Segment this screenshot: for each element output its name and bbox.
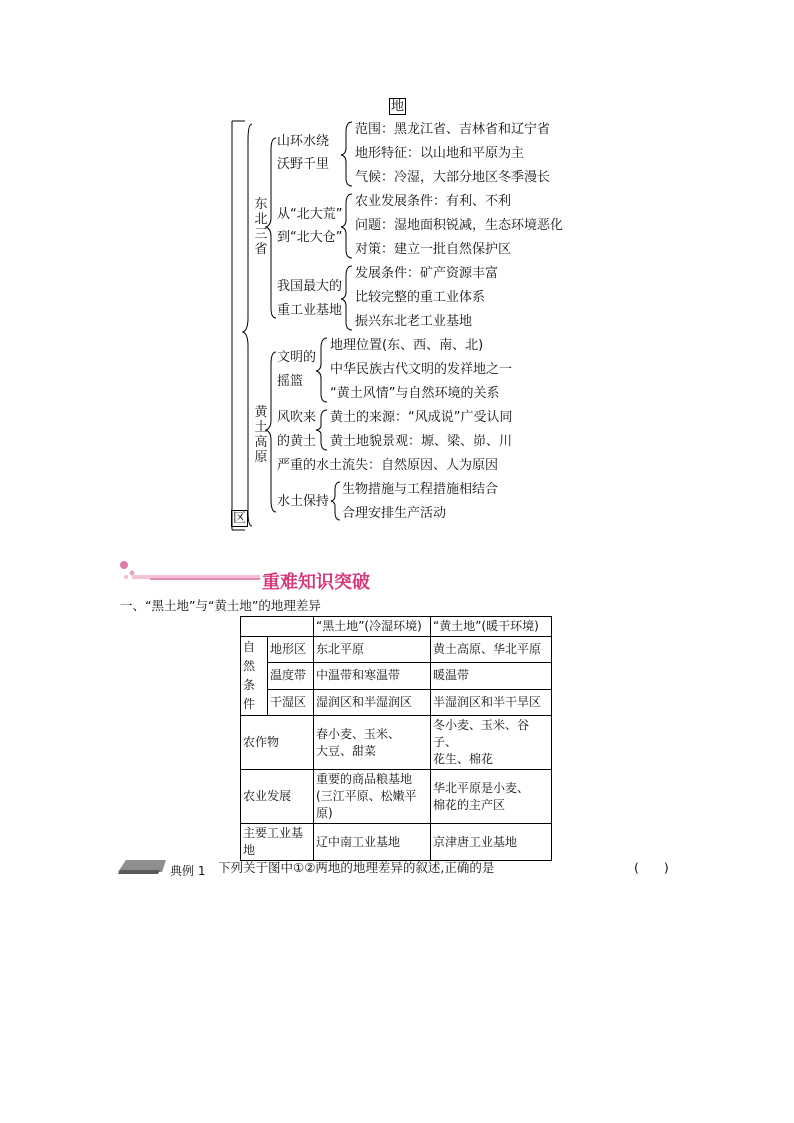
- cell-line: 冬小麦、玉米、谷子、: [433, 718, 530, 749]
- top-char-box: 地: [391, 99, 405, 114]
- cell-line: 主要工业基: [243, 826, 304, 840]
- natural-conditions-label: 自然条件: [241, 637, 268, 716]
- example-text: 下列关于图中①②两地的地理差异的叙述,正确的是: [218, 860, 495, 875]
- cell-line: 棉花的主产区: [433, 797, 506, 812]
- table-cell: [314, 770, 431, 824]
- shuitu-item: 严重的水土流失：自然原因、人为原因: [277, 458, 499, 473]
- zhonggongye-label-1: 我国最大的: [277, 279, 343, 294]
- baochi-label: 水土保持: [277, 494, 330, 509]
- table-row: [241, 824, 552, 861]
- comparison-table: [240, 616, 552, 861]
- table-cell: 中温带和寒温带: [314, 663, 431, 689]
- cell-line: 重要的商品粮基地: [316, 772, 413, 786]
- shanhuan-label-2: 沃野千里: [277, 157, 330, 172]
- table-cell: 辽中南工业基地: [314, 824, 431, 861]
- cell-line: 花生、棉花: [433, 752, 494, 766]
- cell-line: 地: [243, 843, 256, 857]
- table-row: [241, 716, 552, 770]
- table-header-cell: [241, 617, 314, 637]
- table-header-cell: “黑土地”(冷湿环境): [314, 617, 431, 637]
- answer-paren: ( ): [634, 860, 669, 875]
- zhonggongye-item: 振兴东北老工业基地: [355, 314, 473, 329]
- baochi-item: 生物措施与工程措施相结合: [342, 482, 499, 497]
- table-cell: [241, 824, 314, 861]
- beidahuang-label-1: 从“北大荒”: [277, 207, 343, 222]
- table-cell: 京津唐工业基地: [431, 824, 552, 861]
- cell-line: (三江平原、松嫩平原): [316, 789, 417, 820]
- table-cell: 东北平原: [314, 637, 431, 663]
- table-cell: 农作物: [241, 716, 314, 770]
- bottom-char-box: 区: [233, 511, 247, 526]
- wenming-label-1: 文明的: [277, 350, 317, 365]
- huangtu-label: 黄土高原: [254, 405, 268, 465]
- dongbei-label: 东北三省: [254, 197, 268, 257]
- wenming-item: “黄土风情”与自然环境的关系: [330, 386, 500, 401]
- cell-line: 大豆、甜菜: [316, 743, 377, 758]
- zhonggongye-item: 比较完整的重工业体系: [355, 290, 486, 305]
- cell-line: 春小麦、玉米、: [316, 726, 401, 741]
- table-header-cell: “黄土地”(暖干环境): [431, 617, 552, 637]
- cell-line: 华北平原是小麦、: [433, 780, 530, 795]
- beidahuang-item: 对策：建立一批自然保护区: [355, 242, 512, 257]
- section-title: 重难知识突破: [262, 572, 370, 593]
- shanhuan-item: 范围：黑龙江省、吉林省和辽宁省: [355, 122, 551, 137]
- baochi-item: 合理安排生产活动: [342, 506, 447, 521]
- section-subtitle: 一、“黑土地”与“黄土地”的地理差异: [120, 598, 321, 613]
- table-cell: [431, 716, 552, 770]
- fengchui-label-2: 的黄土: [277, 434, 317, 449]
- beidahuang-label-2: 到“北大仓”: [277, 230, 343, 245]
- table-cell: 地形区: [268, 637, 314, 663]
- wenming-item: 地理位置(东、西、南、北): [330, 338, 484, 353]
- table-cell: 半湿润区和半干旱区: [431, 689, 552, 715]
- wenming-label-2: 摇篮: [277, 374, 304, 389]
- fengchui-label-1: 风吹来: [277, 410, 317, 425]
- zhonggongye-label-2: 重工业基地: [277, 303, 343, 318]
- fengchui-item: 黄土地貌景观：塬、梁、峁、川: [330, 434, 513, 449]
- table-cell: [431, 770, 552, 824]
- table-row: [241, 770, 552, 824]
- table-cell: 暖温带: [431, 663, 552, 689]
- table-row: [241, 663, 552, 689]
- table-row: [241, 617, 552, 637]
- example-label: 典例 1: [170, 864, 206, 878]
- example-bar-icon: [118, 858, 166, 874]
- table-cell: 干湿区: [268, 689, 314, 715]
- table-cell: 黄土高原、华北平原: [431, 637, 552, 663]
- table-cell: [314, 716, 431, 770]
- beidahuang-item: 农业发展条件：有利、不利: [355, 194, 512, 209]
- table-row: [241, 689, 552, 715]
- shanhuan-item: 气候：冷湿，大部分地区冬季漫长: [355, 170, 551, 185]
- table-cell: 温度带: [268, 663, 314, 689]
- table-row: [241, 637, 552, 663]
- shanhuan-item: 地形特征：以山地和平原为主: [355, 146, 525, 161]
- table-cell: 湿润区和半湿润区: [314, 689, 431, 715]
- fengchui-item: 黄土的来源：“风成说”广受认同: [330, 410, 513, 425]
- wenming-item: 中华民族古代文明的发祥地之一: [330, 362, 513, 377]
- beidahuang-item: 问题：湿地面积锐减，生态环境恶化: [355, 218, 564, 233]
- zhonggongye-item: 发展条件：矿产资源丰富: [355, 266, 499, 281]
- shanhuan-label-1: 山环水绕: [277, 134, 330, 149]
- table-cell: 农业发展: [241, 770, 314, 824]
